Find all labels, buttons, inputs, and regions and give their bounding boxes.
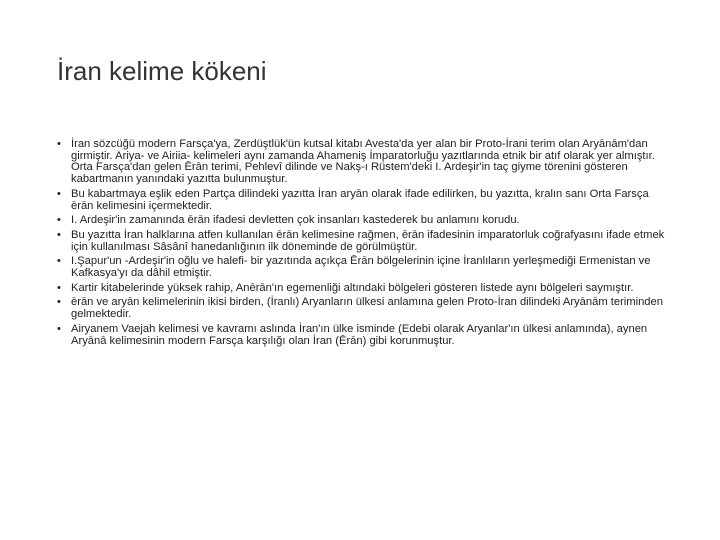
bullet-dot-icon: • — [57, 214, 61, 227]
bullet-text: I.Şapur'un -Ardeşir'in oğlu ve halefi- bir yazıtında açıkça Ērān bölgelerinin içine İranlıların yerleşmediği Ermenistan ve Kafkasya'yı da dâhil etmiştir. — [71, 255, 651, 280]
bullet-item — [57, 139, 669, 186]
bullet-dot-icon: • — [57, 255, 61, 268]
bullet-text: ērān ve aryān kelimelerinin ikisi birden, (İranlı) Aryanların ülkesi anlamına gelen Proto-İran dilindeki Aryānām teriminden gelmektedir. — [71, 296, 663, 321]
bullet-item — [57, 324, 669, 347]
bullet-item — [57, 297, 669, 320]
bullet-dot-icon: • — [57, 296, 61, 309]
bullet-dot-icon: • — [57, 322, 61, 335]
bullet-dot-icon: • — [57, 228, 61, 241]
bullet-text: İran sözcüğü modern Farsça'ya, Zerdüştlük'ün kutsal kitabı Avesta'da yer alan bir Proto-İrani terim olan Aryānām'dan girmiştir. Ariya- ve Airiia- kelimeleri aynı zamanda Ahameniş İmparatorluğu yazıtlarında etnik bir atıf olarak yer almıştır. Orta Farsça'dan gelen Ērān terimi, Pehlevî dilinde ve Nakş-ı Rüstem'deki I. Ardeşir'in taç giyme törenini gösteren kabartmanın yanındaki yazıtta bulunmuştur. — [71, 138, 655, 186]
bullet-item — [57, 215, 669, 227]
bullet-dot-icon: • — [57, 138, 61, 150]
bullet-item — [57, 256, 669, 279]
slide-title: İran kelime kökeni — [57, 56, 267, 86]
bullet-text: Bu yazıtta İran halklarına atfen kullanılan ērān kelimesine rağmen, ērān ifadesinin imparatorluk coğrafyasını ifade etmek için kullanılması Sâsânî hanedanlığının ilk döneminde de görülmüştür. — [71, 228, 665, 253]
bullet-text: Kartir kitabelerinde yüksek rahip, Anērān'ın egemenliği altındaki bölgeleri gösteren listede aynı bölgeleri saymıştır. — [71, 281, 634, 294]
bullet-list — [57, 139, 669, 350]
bullet-item — [57, 189, 669, 212]
bullet-text: Bu kabartmaya eşlik eden Partça dilindeki yazıtta İran aryān olarak ifade edilirken, bu yazıtta, kralın sanı Orta Farsça ērān kelimesini içermektedir. — [71, 187, 649, 212]
bullet-dot-icon: • — [57, 187, 61, 200]
bullet-item — [57, 283, 669, 295]
bullet-text: I. Ardeşir'in zamanında ērān ifadesi devletten çok insanları kastederek bu anlamını korudu. — [71, 214, 520, 227]
bullet-text: Airyanem Vaejah kelimesi ve kavramı aslında İran'ın ülke isminde (Edebi olarak Aryanlar'ın ülkesi anlamında), aynen Aryānā kelimesinin modern Farsça karşılığı olan İran (Ērān) gibi korunmuştur. — [71, 322, 648, 347]
bullet-item — [57, 230, 669, 253]
bullet-dot-icon: • — [57, 281, 61, 294]
